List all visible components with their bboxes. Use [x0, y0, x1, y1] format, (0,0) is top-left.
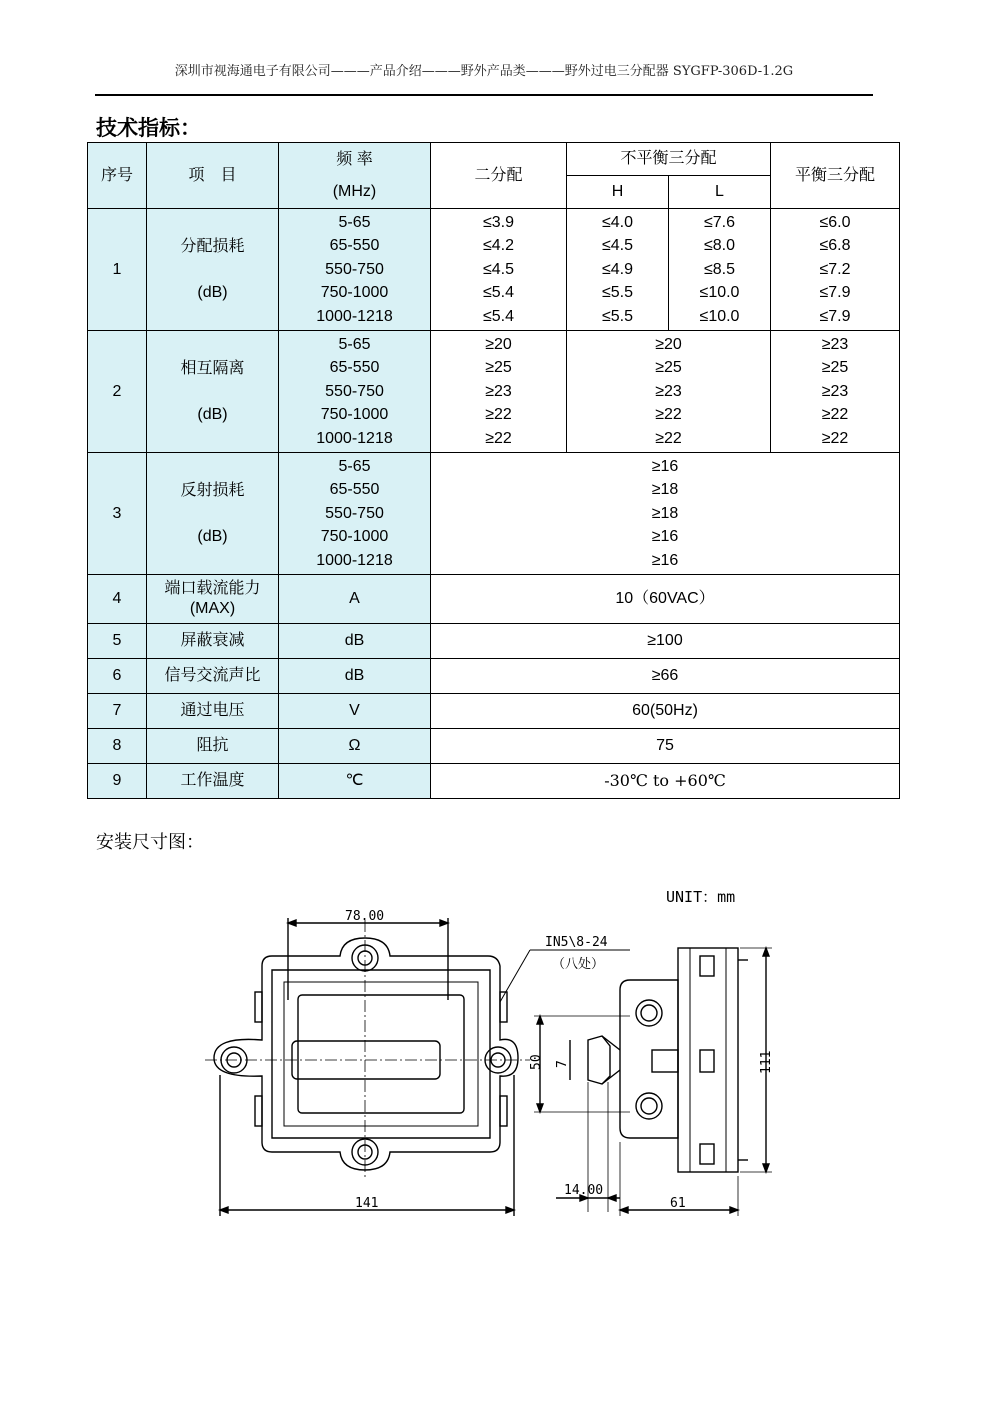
value: ≤6.8 [819, 237, 851, 255]
spec-section-title: 技术指标： [96, 116, 201, 140]
row3-item-name: 反射损耗 [180, 481, 245, 499]
row8-item: 阻抗 [147, 729, 279, 764]
value: ≤4.0 [601, 213, 634, 231]
value: ≥22 [655, 429, 682, 447]
header-unbalanced-three: 不平衡三分配 [567, 143, 771, 176]
row1-seq: 1 [88, 209, 147, 331]
dim-61: 61 [670, 1196, 686, 1211]
value: ≤5.4 [482, 284, 515, 302]
value: ≥22 [821, 429, 849, 447]
header-l: L [669, 176, 771, 209]
front-view [205, 909, 530, 1216]
value: ≥22 [485, 429, 512, 447]
row2-item [147, 331, 279, 453]
value: ≥18 [651, 504, 679, 522]
screw-note: （八处） [552, 957, 605, 972]
row2-item-unit: (dB) [197, 406, 228, 423]
header-item: 项 目 [147, 143, 279, 209]
row4-item-max: (MAX) [189, 600, 236, 617]
value: ≥18 [651, 481, 679, 499]
value: ≥16 [651, 528, 679, 546]
side-view [529, 948, 774, 1216]
value: ≥23 [655, 382, 682, 400]
value: ≤10.0 [699, 284, 740, 302]
row8-unit: Ω [279, 729, 431, 764]
row9-item: 工作温度 [147, 764, 279, 799]
row4-value: 10（60VAC） [431, 575, 900, 624]
row1-item-name: 分配损耗 [180, 237, 245, 255]
value: ≤5.4 [482, 307, 515, 325]
value: ≤8.5 [703, 260, 736, 278]
freq-band: 5-65 [338, 335, 371, 353]
dim-14: 14.00 [564, 1183, 604, 1198]
row1-h [567, 209, 669, 331]
row2-freq [279, 331, 431, 453]
row9-seq: 9 [88, 764, 147, 799]
header-freq [279, 143, 431, 209]
row2-two-way [431, 331, 567, 453]
value: ≥25 [485, 359, 512, 377]
value: ≥23 [821, 382, 849, 400]
value: ≥23 [485, 382, 512, 400]
row2-seq: 2 [88, 331, 147, 453]
row4-item [147, 575, 279, 624]
freq-band: 5-65 [338, 213, 371, 231]
header-h: H [567, 176, 669, 209]
freq-band: 1000-1218 [316, 307, 393, 325]
row6-unit: dB [279, 659, 431, 694]
value: ≤6.0 [819, 213, 851, 231]
dimension-drawing [200, 880, 800, 1230]
header-two-way: 二分配 [431, 143, 567, 209]
row3-values [431, 453, 900, 575]
install-section-title: 安装尺寸图： [96, 832, 204, 853]
row1-item-unit: (dB) [197, 284, 228, 301]
spec-table [87, 142, 900, 799]
freq-band: 5-65 [338, 457, 371, 475]
row3-freq [279, 453, 431, 575]
freq-band: 1000-1218 [316, 429, 393, 447]
row3-seq: 3 [88, 453, 147, 575]
freq-band: 550-750 [325, 382, 384, 400]
freq-band: 65-550 [329, 237, 380, 255]
value: ≥25 [655, 359, 682, 377]
freq-band: 550-750 [325, 260, 384, 278]
freq-band: 750-1000 [320, 406, 389, 424]
header-seq: 序号 [88, 143, 147, 209]
value: ≤4.5 [482, 260, 515, 278]
row1-freq [279, 209, 431, 331]
freq-band: 65-550 [329, 481, 380, 499]
freq-band: 550-750 [325, 504, 384, 522]
dim-7: 7 [555, 1060, 570, 1068]
row7-unit: V [279, 694, 431, 729]
dim-141: 141 [355, 1196, 379, 1211]
row6-item: 信号交流声比 [147, 659, 279, 694]
row7-seq: 7 [88, 694, 147, 729]
value: ≤7.2 [819, 260, 851, 278]
row1-item [147, 209, 279, 331]
header-balanced-three: 平衡三分配 [771, 143, 900, 209]
value: ≥20 [485, 335, 512, 353]
row1-two-way [431, 209, 567, 331]
value: ≥16 [651, 551, 679, 569]
freq-band: 65-550 [329, 359, 380, 377]
unit-label: UNIT：mm [666, 888, 736, 906]
value: ≥25 [821, 359, 849, 377]
value: ≥16 [651, 457, 679, 475]
row4-unit: A [279, 575, 431, 624]
row5-unit: dB [279, 624, 431, 659]
header-freq-label: 频 率 [336, 151, 373, 168]
screw-spec: IN5\8-24 [545, 935, 608, 950]
row9-value: -30℃ to +60℃ [431, 764, 900, 799]
value: ≥23 [821, 335, 849, 353]
row5-item: 屏蔽衰减 [147, 624, 279, 659]
value: ≤7.6 [703, 213, 736, 231]
row7-item: 通过电压 [147, 694, 279, 729]
row3-item-unit: (dB) [197, 528, 228, 545]
dim-78: 78.00 [345, 909, 385, 924]
freq-band: 750-1000 [320, 528, 389, 546]
value: ≥22 [655, 406, 682, 424]
value: ≤4.5 [601, 237, 634, 255]
value: ≤7.9 [819, 307, 851, 325]
dim-111: 111 [759, 1050, 774, 1074]
row5-value: ≥100 [431, 624, 900, 659]
row6-seq: 6 [88, 659, 147, 694]
freq-band: 1000-1218 [316, 551, 393, 569]
value: ≤5.5 [601, 284, 634, 302]
row2-item-name: 相互隔离 [180, 359, 245, 377]
value: ≥20 [655, 335, 682, 353]
value: ≤4.9 [601, 260, 634, 278]
row4-seq: 4 [88, 575, 147, 624]
value: ≤10.0 [699, 307, 740, 325]
value: ≥22 [485, 406, 512, 424]
header-freq-unit: (MHz) [332, 182, 377, 200]
row1-balanced [771, 209, 900, 331]
row1-l [669, 209, 771, 331]
value: ≤7.9 [819, 284, 851, 302]
row6-value: ≥66 [431, 659, 900, 694]
dim-50: 50 [529, 1054, 544, 1070]
row5-seq: 5 [88, 624, 147, 659]
value: ≥22 [821, 406, 849, 424]
row4-item-name: 端口载流能力 [164, 580, 261, 597]
row2-unbalanced [567, 331, 771, 453]
freq-band: 750-1000 [320, 284, 389, 302]
value: ≤3.9 [482, 213, 515, 231]
row3-item [147, 453, 279, 575]
row8-seq: 8 [88, 729, 147, 764]
value: ≤8.0 [703, 237, 736, 255]
row9-unit: ℃ [279, 764, 431, 799]
row2-balanced [771, 331, 900, 453]
header-rule [95, 94, 873, 96]
page-header: 深圳市视海通电子有限公司———产品介绍———野外产品类———野外过电三分配器 SYGFP-306D-1.2G [174, 64, 794, 79]
row7-value: 60(50Hz) [431, 694, 900, 729]
value: ≤4.2 [482, 237, 515, 255]
row8-value: 75 [431, 729, 900, 764]
value: ≤5.5 [601, 307, 634, 325]
